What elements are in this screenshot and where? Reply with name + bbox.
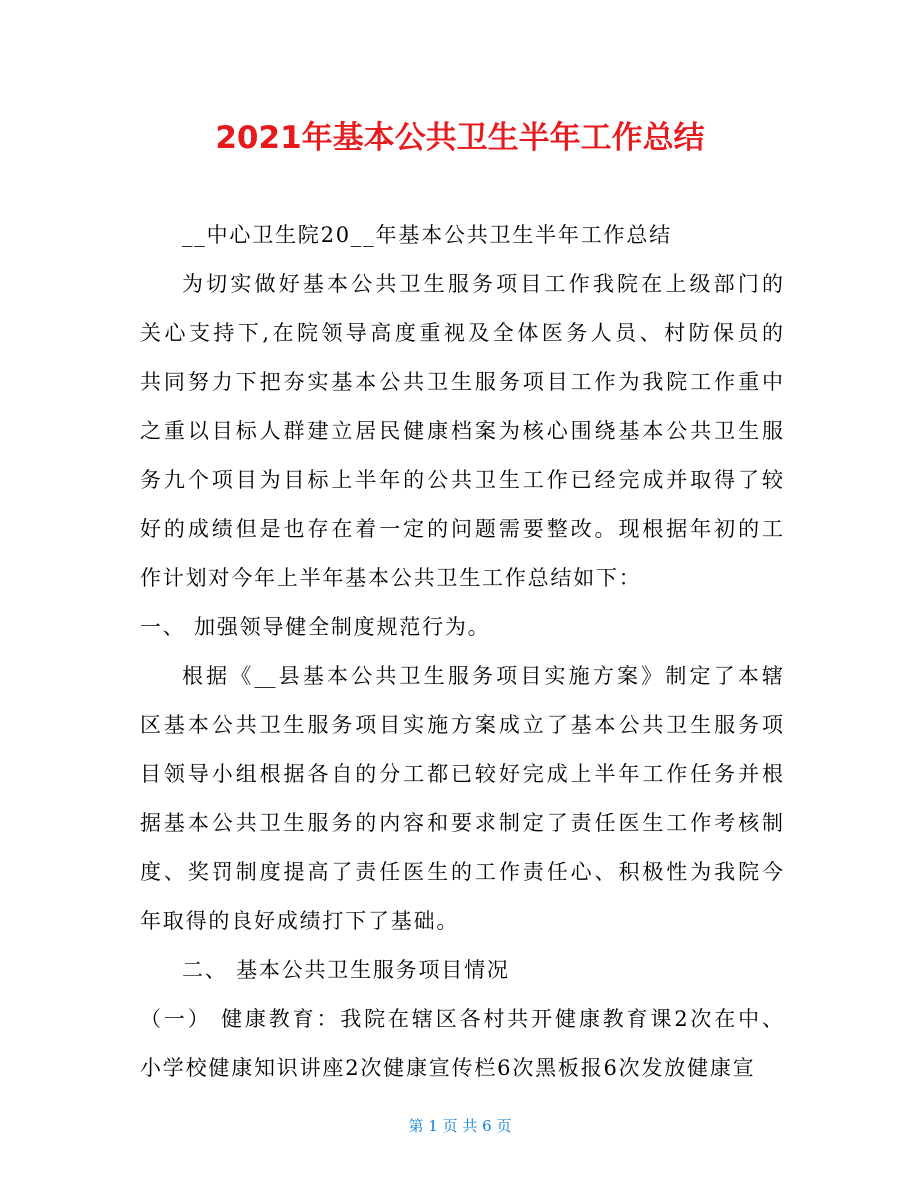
section-heading: 二、 基本公共卫生服务项目情况 [182, 958, 510, 982]
paragraph-line: 之重以目标人群建立居民健康档案为核心围绕基本公共卫生服 [140, 419, 783, 443]
paragraph-line: 关心支持下,在院领导高度重视及全体医务人员、村防保员的 [140, 321, 783, 345]
document-body [140, 211, 783, 1093]
section-heading: 一、 加强领导健全制度规范行为。 [140, 615, 491, 639]
subtitle-line: __中心卫生院20__年基本公共卫生半年工作总结 [182, 223, 672, 247]
paragraph-line: 度、奖罚制度提高了责任医生的工作责任心、积极性为我院今 [140, 860, 783, 884]
paragraph-line: 根据《__县基本公共卫生服务项目实施方案》制定了本辖 [182, 664, 783, 688]
paragraph-line: 为切实做好基本公共卫生服务项目工作我院在上级部门的 [182, 272, 783, 296]
document-title: 2021年基本公共卫生半年工作总结 [215, 120, 705, 156]
paragraph-line: 作计划对今年上半年基本公共卫生工作总结如下： [140, 566, 642, 590]
paragraph-line: （一） 健康教育：我院在辖区各村共开健康教育课2次在中、 [140, 1007, 783, 1031]
paragraph-line: 好的成绩但是也存在着一定的问题需要整改。现根据年初的工 [140, 517, 783, 541]
paragraph-line: 共同努力下把夯实基本公共卫生服务项目工作为我院工作重中 [140, 370, 783, 394]
paragraph-line: 小学校健康知识讲座2次健康宣传栏6次黑板报6次发放健康宣 [140, 1056, 756, 1080]
paragraph-line: 区基本公共卫生服务项目实施方案成立了基本公共卫生服务项 [140, 713, 783, 737]
paragraph-line: 目领导小组根据各自的分工都已较好完成上半年工作任务并根 [140, 762, 783, 786]
page-number-footer: 第 1 页 共 6 页 [408, 1117, 512, 1135]
paragraph-line: 年取得的良好成绩打下了基础。 [140, 909, 460, 933]
paragraph-line: 务九个项目为目标上半年的公共卫生工作已经完成并取得了较 [140, 468, 783, 492]
paragraph-line: 据基本公共卫生服务的内容和要求制定了责任医生工作考核制 [140, 811, 783, 835]
